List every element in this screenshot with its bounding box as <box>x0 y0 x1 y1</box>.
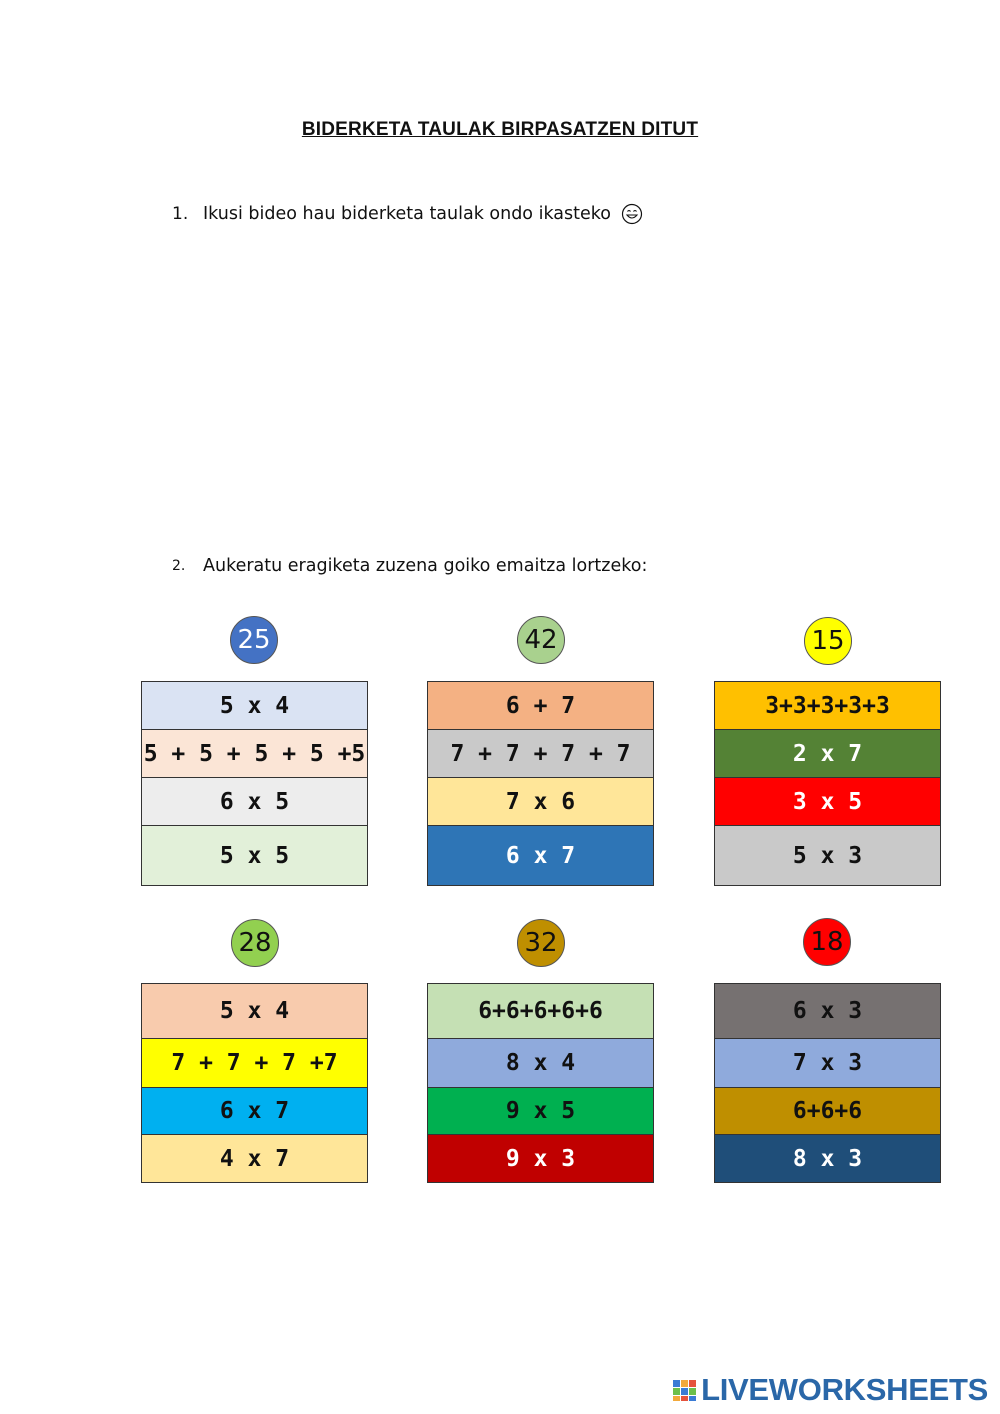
option-cell[interactable]: 6+6+6 <box>715 1088 940 1135</box>
smiley-icon <box>621 203 643 225</box>
result-value: 28 <box>238 928 272 958</box>
option-cell[interactable]: 3+3+3+3+3 <box>715 682 940 730</box>
options-stack-32 <box>427 983 654 1183</box>
instruction-2 <box>172 556 647 576</box>
option-cell[interactable]: 8 x 4 <box>428 1039 653 1088</box>
option-cell[interactable]: 5 x 5 <box>142 826 367 885</box>
page-title: BIDERKETA TAULAK BIRPASATZEN DITUT <box>301 119 699 140</box>
option-cell[interactable]: 2 x 7 <box>715 730 940 778</box>
option-cell[interactable]: 6+6+6+6+6 <box>428 984 653 1039</box>
option-cell[interactable]: 6 x 7 <box>428 826 653 885</box>
liveworksheets-logo <box>672 1372 988 1408</box>
result-value: 25 <box>237 625 271 655</box>
result-value: 32 <box>524 928 558 958</box>
result-value: 42 <box>524 625 558 655</box>
result-value: 18 <box>810 927 844 957</box>
result-circle-42 <box>517 616 565 664</box>
instruction-1-number: 1. <box>172 204 189 224</box>
option-cell[interactable]: 5 x 3 <box>715 826 940 885</box>
options-stack-25 <box>141 681 368 886</box>
result-circle-25 <box>230 616 278 664</box>
option-cell[interactable]: 6 x 3 <box>715 984 940 1039</box>
result-value: 15 <box>811 626 845 656</box>
option-cell[interactable]: 7 + 7 + 7 +7 <box>142 1039 367 1088</box>
option-cell[interactable]: 6 x 7 <box>142 1088 367 1135</box>
options-stack-42 <box>427 681 654 886</box>
option-cell[interactable]: 9 x 3 <box>428 1135 653 1182</box>
instruction-1 <box>172 203 643 225</box>
result-circle-15 <box>804 617 852 665</box>
options-stack-15 <box>714 681 941 886</box>
option-cell[interactable]: 5 + 5 + 5 + 5 +5 <box>142 730 367 778</box>
option-cell[interactable]: 5 x 4 <box>142 984 367 1039</box>
result-circle-28 <box>231 919 279 967</box>
logo-text: LIVEWORKSHEETS <box>701 1372 988 1407</box>
options-stack-28 <box>141 983 368 1183</box>
option-cell[interactable]: 7 x 3 <box>715 1039 940 1088</box>
option-cell[interactable]: 4 x 7 <box>142 1135 367 1182</box>
instruction-2-text: Aukeratu eragiketa zuzena goiko emaitza lortzeko: <box>203 556 648 576</box>
result-circle-18 <box>803 918 851 966</box>
logo-blocks-icon <box>672 1377 698 1403</box>
option-cell[interactable]: 7 + 7 + 7 + 7 <box>428 730 653 778</box>
result-circle-32 <box>517 919 565 967</box>
option-cell[interactable]: 7 x 6 <box>428 778 653 826</box>
option-cell[interactable]: 8 x 3 <box>715 1135 940 1182</box>
instruction-2-number: 2. <box>172 558 186 574</box>
instruction-1-text: Ikusi bideo hau biderketa taulak ondo ikasteko <box>203 204 611 224</box>
option-cell[interactable]: 5 x 4 <box>142 682 367 730</box>
option-cell[interactable]: 3 x 5 <box>715 778 940 826</box>
option-cell[interactable]: 6 + 7 <box>428 682 653 730</box>
options-stack-18 <box>714 983 941 1183</box>
option-cell[interactable]: 6 x 5 <box>142 778 367 826</box>
option-cell[interactable]: 9 x 5 <box>428 1088 653 1135</box>
